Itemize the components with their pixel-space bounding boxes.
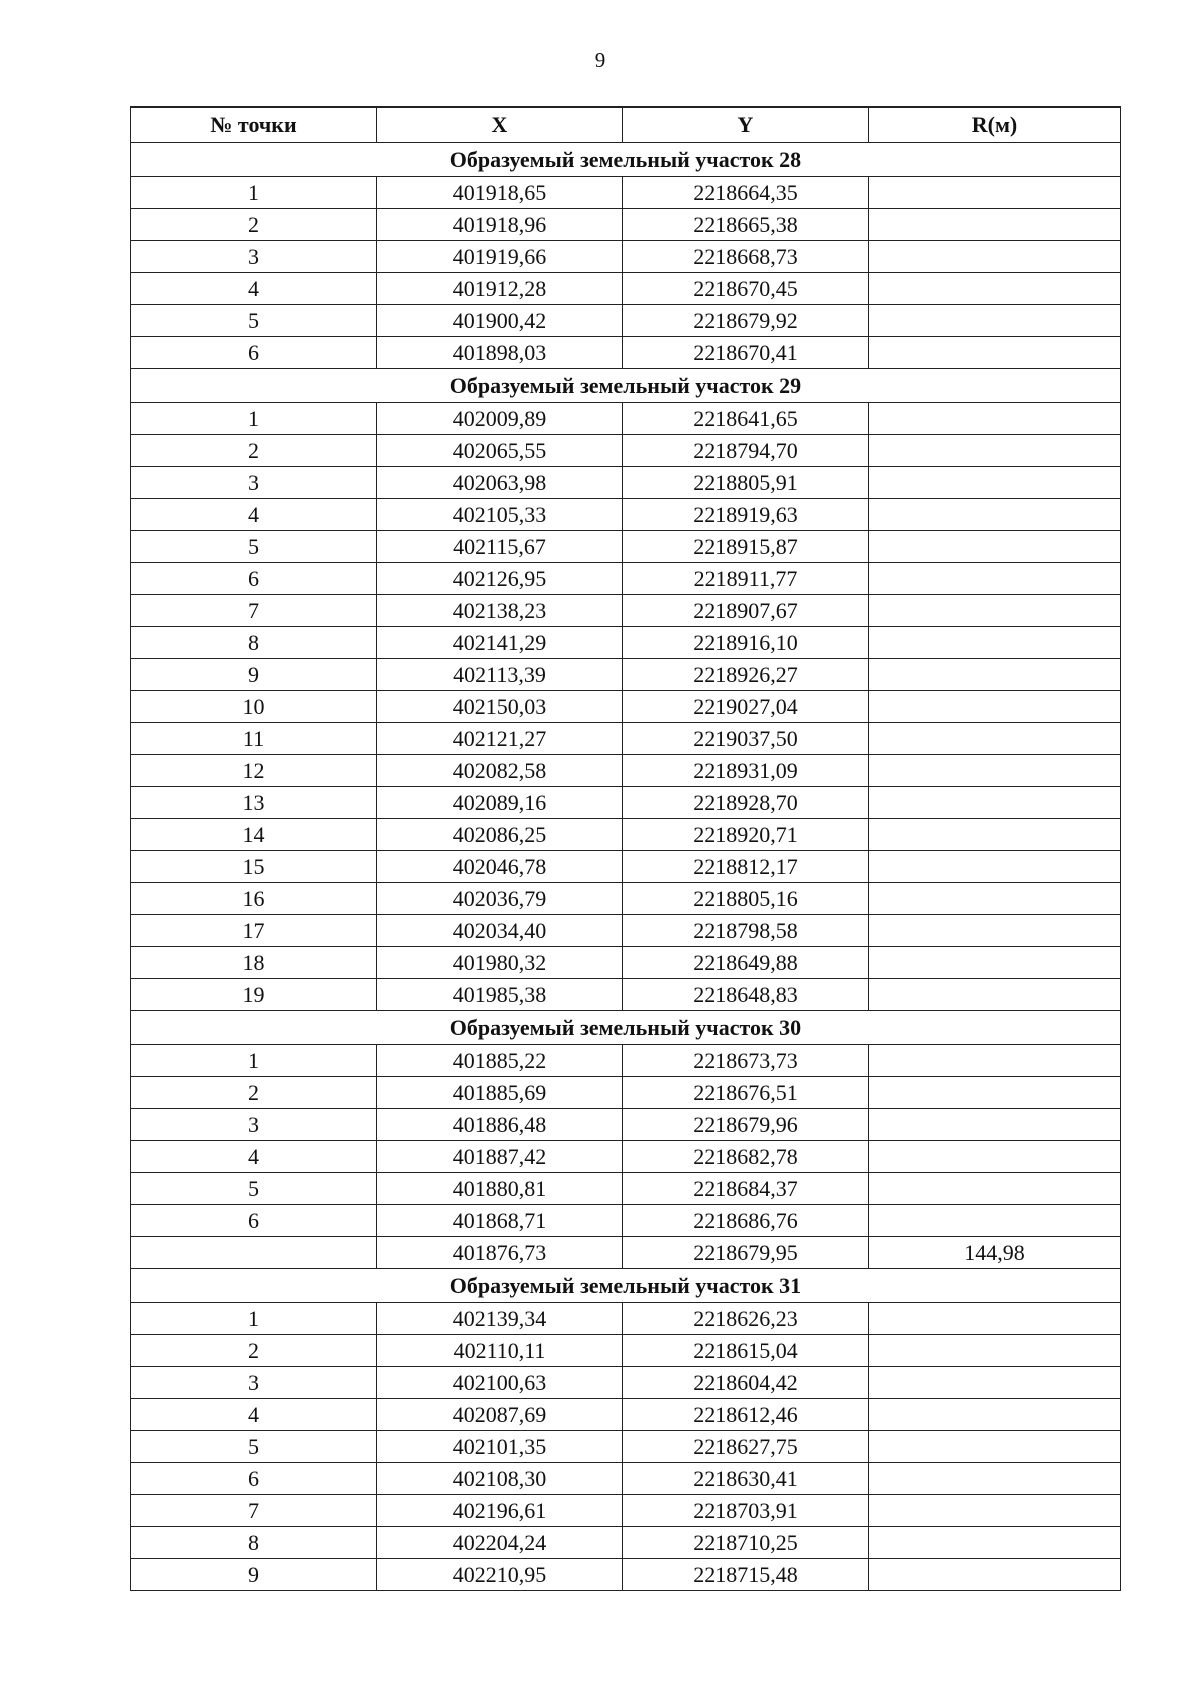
- cell-y: 2218665,38: [623, 209, 869, 241]
- page-number: 9: [594, 48, 606, 72]
- cell-point-number: 2: [131, 1077, 377, 1109]
- cell-point-number: 19: [131, 979, 377, 1011]
- cell-radius: [869, 531, 1121, 563]
- cell-radius: [869, 1303, 1121, 1335]
- cell-y: 2218794,70: [623, 435, 869, 467]
- section-row: [131, 1269, 1121, 1303]
- cell-point-number: 15: [131, 851, 377, 883]
- cell-y: 2218673,73: [623, 1045, 869, 1077]
- cell-point-number: [131, 1237, 377, 1269]
- cell-point-number: 3: [131, 241, 377, 273]
- cell-x: 402082,58: [377, 755, 623, 787]
- cell-radius: [869, 723, 1121, 755]
- cell-point-number: 18: [131, 947, 377, 979]
- cell-x: 401898,03: [377, 337, 623, 369]
- cell-x: 402204,24: [377, 1527, 623, 1559]
- cell-radius: [869, 627, 1121, 659]
- cell-point-number: 8: [131, 1527, 377, 1559]
- table-row: [131, 595, 1121, 627]
- table-row: [131, 755, 1121, 787]
- cell-x: 402110,11: [377, 1335, 623, 1367]
- table-row: [131, 1559, 1121, 1591]
- cell-y: 2218919,63: [623, 499, 869, 531]
- table-row: [131, 1109, 1121, 1141]
- table-row: [131, 1463, 1121, 1495]
- cell-radius: [869, 273, 1121, 305]
- table-row: [131, 1399, 1121, 1431]
- cell-radius: [869, 755, 1121, 787]
- table-row: [131, 1205, 1121, 1237]
- cell-x: 401900,42: [377, 305, 623, 337]
- cell-radius: [869, 177, 1121, 209]
- cell-x: 401876,73: [377, 1237, 623, 1269]
- cell-y: 2218679,95: [623, 1237, 869, 1269]
- section-row: [131, 143, 1121, 177]
- cell-point-number: 14: [131, 819, 377, 851]
- cell-radius: [869, 659, 1121, 691]
- cell-y: 2218928,70: [623, 787, 869, 819]
- cell-point-number: 4: [131, 1399, 377, 1431]
- table-header: [131, 107, 1121, 143]
- section-title: Образуемый земельный участок 30: [131, 1011, 1121, 1045]
- cell-radius: [869, 209, 1121, 241]
- table-row: [131, 241, 1121, 273]
- table-row: [131, 979, 1121, 1011]
- section-title: Образуемый земельный участок 28: [131, 143, 1121, 177]
- table-row: [131, 915, 1121, 947]
- cell-point-number: 16: [131, 883, 377, 915]
- cell-x: 402115,67: [377, 531, 623, 563]
- header-point-number: № точки: [131, 107, 377, 143]
- table-row: [131, 1367, 1121, 1399]
- cell-y: 2219037,50: [623, 723, 869, 755]
- cell-y: 2218679,92: [623, 305, 869, 337]
- cell-y: 2218798,58: [623, 915, 869, 947]
- cell-radius: [869, 595, 1121, 627]
- table-row: [131, 499, 1121, 531]
- table-row: [131, 563, 1121, 595]
- cell-y: 2218812,17: [623, 851, 869, 883]
- cell-point-number: 9: [131, 659, 377, 691]
- table-row: [131, 1527, 1121, 1559]
- cell-radius: [869, 1335, 1121, 1367]
- cell-x: 402009,89: [377, 403, 623, 435]
- cell-point-number: 9: [131, 1559, 377, 1591]
- cell-radius: [869, 691, 1121, 723]
- cell-point-number: 5: [131, 1431, 377, 1463]
- cell-x: 401887,42: [377, 1141, 623, 1173]
- table-row: [131, 787, 1121, 819]
- cell-point-number: 3: [131, 467, 377, 499]
- section-title: Образуемый земельный участок 31: [131, 1269, 1121, 1303]
- cell-y: 2219027,04: [623, 691, 869, 723]
- cell-y: 2218911,77: [623, 563, 869, 595]
- cell-x: 401985,38: [377, 979, 623, 1011]
- cell-x: 402065,55: [377, 435, 623, 467]
- cell-y: 2218916,10: [623, 627, 869, 659]
- cell-y: 2218686,76: [623, 1205, 869, 1237]
- cell-radius: [869, 241, 1121, 273]
- cell-x: 402105,33: [377, 499, 623, 531]
- cell-x: 402113,39: [377, 659, 623, 691]
- table-row: [131, 819, 1121, 851]
- cell-radius: [869, 403, 1121, 435]
- table-body: [131, 143, 1121, 1591]
- cell-point-number: 7: [131, 595, 377, 627]
- header-row: [131, 107, 1121, 143]
- cell-radius: [869, 563, 1121, 595]
- table-row: [131, 1173, 1121, 1205]
- table-row: [131, 1495, 1121, 1527]
- cell-y: 2218679,96: [623, 1109, 869, 1141]
- cell-x: 402046,78: [377, 851, 623, 883]
- cell-radius: [869, 1559, 1121, 1591]
- cell-y: 2218715,48: [623, 1559, 869, 1591]
- table-row: [131, 1303, 1121, 1335]
- cell-y: 2218670,45: [623, 273, 869, 305]
- cell-radius: [869, 883, 1121, 915]
- cell-y: 2218915,87: [623, 531, 869, 563]
- header-radius: R(м): [869, 107, 1121, 143]
- cell-x: 401918,96: [377, 209, 623, 241]
- cell-radius: [869, 1045, 1121, 1077]
- cell-radius: [869, 435, 1121, 467]
- cell-x: 401919,66: [377, 241, 623, 273]
- cell-x: 402108,30: [377, 1463, 623, 1495]
- cell-y: 2218907,67: [623, 595, 869, 627]
- cell-point-number: 6: [131, 1463, 377, 1495]
- table-row: [131, 627, 1121, 659]
- cell-x: 402036,79: [377, 883, 623, 915]
- cell-y: 2218626,23: [623, 1303, 869, 1335]
- table-row: [131, 273, 1121, 305]
- cell-y: 2218931,09: [623, 755, 869, 787]
- cell-point-number: 12: [131, 755, 377, 787]
- cell-x: 401885,22: [377, 1045, 623, 1077]
- cell-point-number: 6: [131, 1205, 377, 1237]
- cell-point-number: 1: [131, 177, 377, 209]
- cell-x: 402100,63: [377, 1367, 623, 1399]
- cell-radius: [869, 915, 1121, 947]
- cell-radius: [869, 337, 1121, 369]
- cell-point-number: 1: [131, 1045, 377, 1077]
- cell-y: 2218805,16: [623, 883, 869, 915]
- header-y: Y: [623, 107, 869, 143]
- cell-point-number: 2: [131, 209, 377, 241]
- cell-x: 402126,95: [377, 563, 623, 595]
- coordinates-table: [130, 106, 1121, 1591]
- cell-point-number: 4: [131, 499, 377, 531]
- cell-x: 401880,81: [377, 1173, 623, 1205]
- cell-radius: [869, 305, 1121, 337]
- cell-x: 401918,65: [377, 177, 623, 209]
- cell-point-number: 1: [131, 403, 377, 435]
- cell-point-number: 4: [131, 1141, 377, 1173]
- table-row: [131, 1077, 1121, 1109]
- table-row: [131, 1237, 1121, 1269]
- cell-y: 2218641,65: [623, 403, 869, 435]
- cell-y: 2218648,83: [623, 979, 869, 1011]
- cell-radius: [869, 499, 1121, 531]
- section-title: Образуемый земельный участок 29: [131, 369, 1121, 403]
- cell-x: 402063,98: [377, 467, 623, 499]
- cell-x: 402034,40: [377, 915, 623, 947]
- table-row: [131, 209, 1121, 241]
- table-row: [131, 305, 1121, 337]
- cell-radius: [869, 1431, 1121, 1463]
- cell-y: 2218920,71: [623, 819, 869, 851]
- cell-radius: [869, 1399, 1121, 1431]
- table-row: [131, 337, 1121, 369]
- cell-x: 401885,69: [377, 1077, 623, 1109]
- cell-radius: 144,98: [869, 1237, 1121, 1269]
- cell-x: 401868,71: [377, 1205, 623, 1237]
- cell-y: 2218710,25: [623, 1527, 869, 1559]
- cell-point-number: 6: [131, 563, 377, 595]
- cell-point-number: 2: [131, 435, 377, 467]
- table-row: [131, 1141, 1121, 1173]
- cell-point-number: 4: [131, 273, 377, 305]
- cell-x: 402101,35: [377, 1431, 623, 1463]
- cell-point-number: 17: [131, 915, 377, 947]
- cell-y: 2218684,37: [623, 1173, 869, 1205]
- cell-radius: [869, 947, 1121, 979]
- cell-x: 402141,29: [377, 627, 623, 659]
- cell-point-number: 5: [131, 1173, 377, 1205]
- cell-y: 2218615,04: [623, 1335, 869, 1367]
- cell-radius: [869, 1463, 1121, 1495]
- table-row: [131, 883, 1121, 915]
- table-row: [131, 659, 1121, 691]
- cell-y: 2218612,46: [623, 1399, 869, 1431]
- cell-x: 402089,16: [377, 787, 623, 819]
- cell-x: 402150,03: [377, 691, 623, 723]
- cell-radius: [869, 1109, 1121, 1141]
- cell-radius: [869, 467, 1121, 499]
- cell-x: 402087,69: [377, 1399, 623, 1431]
- table-row: [131, 531, 1121, 563]
- cell-radius: [869, 1173, 1121, 1205]
- cell-point-number: 1: [131, 1303, 377, 1335]
- cell-y: 2218627,75: [623, 1431, 869, 1463]
- cell-radius: [869, 1077, 1121, 1109]
- cell-point-number: 13: [131, 787, 377, 819]
- cell-x: 401886,48: [377, 1109, 623, 1141]
- cell-radius: [869, 1495, 1121, 1527]
- cell-y: 2218604,42: [623, 1367, 869, 1399]
- cell-x: 402210,95: [377, 1559, 623, 1591]
- cell-point-number: 3: [131, 1367, 377, 1399]
- table-row: [131, 1431, 1121, 1463]
- cell-point-number: 10: [131, 691, 377, 723]
- cell-radius: [869, 1205, 1121, 1237]
- cell-point-number: 2: [131, 1335, 377, 1367]
- cell-x: 402138,23: [377, 595, 623, 627]
- cell-radius: [869, 1141, 1121, 1173]
- cell-point-number: 5: [131, 305, 377, 337]
- cell-y: 2218670,41: [623, 337, 869, 369]
- table-row: [131, 691, 1121, 723]
- cell-radius: [869, 1527, 1121, 1559]
- table-row: [131, 403, 1121, 435]
- cell-point-number: 7: [131, 1495, 377, 1527]
- section-row: [131, 369, 1121, 403]
- cell-y: 2218926,27: [623, 659, 869, 691]
- cell-y: 2218630,41: [623, 1463, 869, 1495]
- cell-radius: [869, 819, 1121, 851]
- cell-point-number: 6: [131, 337, 377, 369]
- table-row: [131, 851, 1121, 883]
- cell-y: 2218676,51: [623, 1077, 869, 1109]
- table-row: [131, 435, 1121, 467]
- cell-radius: [869, 1367, 1121, 1399]
- cell-y: 2218668,73: [623, 241, 869, 273]
- section-row: [131, 1011, 1121, 1045]
- cell-x: 402139,34: [377, 1303, 623, 1335]
- cell-x: 402086,25: [377, 819, 623, 851]
- cell-y: 2218703,91: [623, 1495, 869, 1527]
- cell-x: 401912,28: [377, 273, 623, 305]
- cell-point-number: 5: [131, 531, 377, 563]
- table-row: [131, 1045, 1121, 1077]
- table-row: [131, 467, 1121, 499]
- cell-y: 2218682,78: [623, 1141, 869, 1173]
- cell-point-number: 8: [131, 627, 377, 659]
- table-row: [131, 947, 1121, 979]
- cell-y: 2218805,91: [623, 467, 869, 499]
- cell-y: 2218664,35: [623, 177, 869, 209]
- cell-radius: [869, 787, 1121, 819]
- cell-point-number: 11: [131, 723, 377, 755]
- cell-radius: [869, 851, 1121, 883]
- cell-radius: [869, 979, 1121, 1011]
- cell-point-number: 3: [131, 1109, 377, 1141]
- cell-x: 402196,61: [377, 1495, 623, 1527]
- cell-y: 2218649,88: [623, 947, 869, 979]
- cell-x: 402121,27: [377, 723, 623, 755]
- header-x: X: [377, 107, 623, 143]
- table-row: [131, 723, 1121, 755]
- table-row: [131, 177, 1121, 209]
- table-row: [131, 1335, 1121, 1367]
- cell-x: 401980,32: [377, 947, 623, 979]
